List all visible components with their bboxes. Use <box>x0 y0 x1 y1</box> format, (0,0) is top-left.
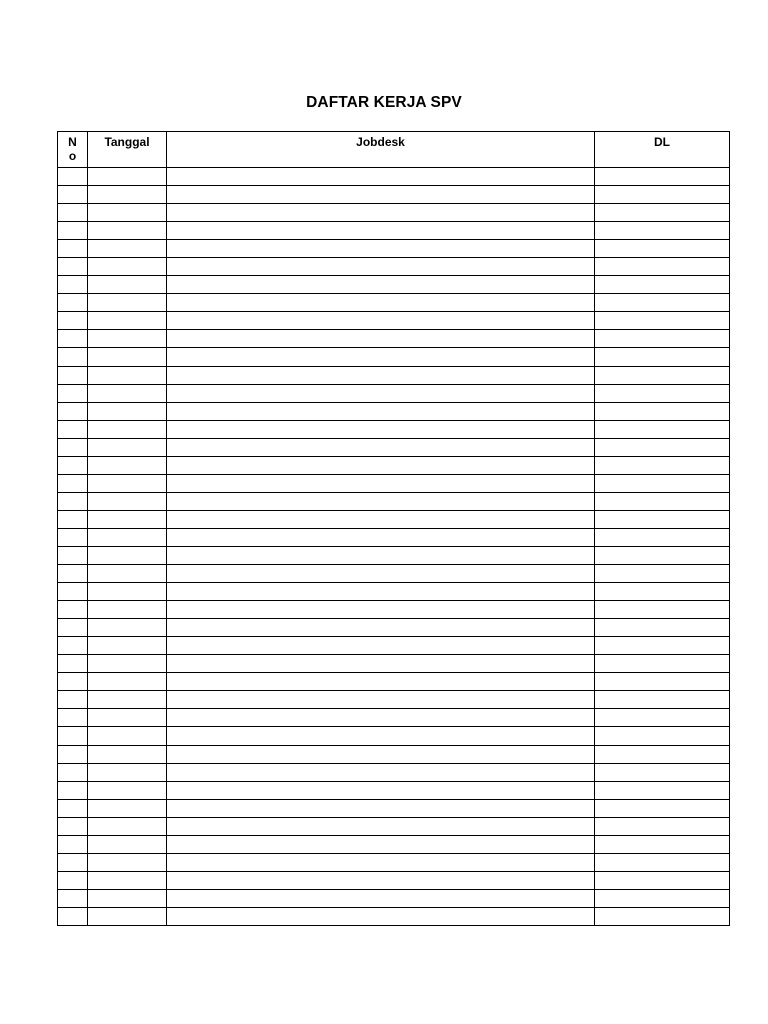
cell-tanggal[interactable] <box>88 366 167 384</box>
cell-tanggal[interactable] <box>88 673 167 691</box>
cell-jobdesk[interactable] <box>167 348 595 366</box>
table-row <box>58 168 730 186</box>
cell-dl[interactable] <box>595 510 730 528</box>
cell-tanggal[interactable] <box>88 240 167 258</box>
cell-dl[interactable] <box>595 276 730 294</box>
page-title: DAFTAR KERJA SPV <box>306 94 462 111</box>
cell-tanggal[interactable] <box>88 222 167 240</box>
table-row <box>58 763 730 781</box>
table-row <box>58 619 730 637</box>
cell-jobdesk[interactable] <box>167 907 595 925</box>
cell-jobdesk[interactable] <box>167 727 595 745</box>
cell-no[interactable] <box>58 763 88 781</box>
cell-tanggal[interactable] <box>88 889 167 907</box>
cell-dl[interactable] <box>595 709 730 727</box>
table-row <box>58 294 730 312</box>
cell-no[interactable] <box>58 619 88 637</box>
table-row <box>58 673 730 691</box>
cell-dl[interactable] <box>595 781 730 799</box>
cell-dl[interactable] <box>595 853 730 871</box>
cell-tanggal[interactable] <box>88 528 167 546</box>
cell-jobdesk[interactable] <box>167 835 595 853</box>
cell-tanggal[interactable] <box>88 402 167 420</box>
cell-no[interactable] <box>58 348 88 366</box>
cell-no[interactable] <box>58 799 88 817</box>
cell-tanggal[interactable] <box>88 871 167 889</box>
cell-tanggal[interactable] <box>88 835 167 853</box>
cell-jobdesk[interactable] <box>167 402 595 420</box>
cell-jobdesk[interactable] <box>167 853 595 871</box>
cell-dl[interactable] <box>595 601 730 619</box>
cell-no[interactable] <box>58 781 88 799</box>
cell-tanggal[interactable] <box>88 546 167 564</box>
cell-dl[interactable] <box>595 691 730 709</box>
cell-jobdesk[interactable] <box>167 510 595 528</box>
cell-jobdesk[interactable] <box>167 546 595 564</box>
table-row <box>58 510 730 528</box>
cell-no[interactable] <box>58 168 88 186</box>
cell-no[interactable] <box>58 330 88 348</box>
cell-dl[interactable] <box>595 438 730 456</box>
cell-tanggal[interactable] <box>88 781 167 799</box>
cell-tanggal[interactable] <box>88 348 167 366</box>
cell-jobdesk[interactable] <box>167 619 595 637</box>
cell-tanggal[interactable] <box>88 907 167 925</box>
cell-tanggal[interactable] <box>88 637 167 655</box>
cell-dl[interactable] <box>595 763 730 781</box>
table-row <box>58 438 730 456</box>
cell-dl[interactable] <box>595 673 730 691</box>
cell-tanggal[interactable] <box>88 763 167 781</box>
cell-tanggal[interactable] <box>88 276 167 294</box>
cell-no[interactable] <box>58 817 88 835</box>
table-row <box>58 240 730 258</box>
table-row <box>58 637 730 655</box>
cell-no[interactable] <box>58 565 88 583</box>
cell-jobdesk[interactable] <box>167 528 595 546</box>
table-row <box>58 420 730 438</box>
cell-jobdesk[interactable] <box>167 673 595 691</box>
table-row <box>58 402 730 420</box>
cell-tanggal[interactable] <box>88 727 167 745</box>
cell-tanggal[interactable] <box>88 474 167 492</box>
cell-dl[interactable] <box>595 492 730 510</box>
cell-dl[interactable] <box>595 474 730 492</box>
cell-jobdesk[interactable] <box>167 601 595 619</box>
cell-jobdesk[interactable] <box>167 637 595 655</box>
table-row <box>58 276 730 294</box>
cell-tanggal[interactable] <box>88 258 167 276</box>
table-body <box>58 168 730 926</box>
table-row <box>58 835 730 853</box>
table-row <box>58 204 730 222</box>
work-list-table <box>57 131 730 926</box>
cell-jobdesk[interactable] <box>167 312 595 330</box>
cell-dl[interactable] <box>595 402 730 420</box>
table-row <box>58 781 730 799</box>
cell-no[interactable] <box>58 853 88 871</box>
cell-dl[interactable] <box>595 817 730 835</box>
cell-dl[interactable] <box>595 528 730 546</box>
cell-jobdesk[interactable] <box>167 456 595 474</box>
cell-dl[interactable] <box>595 330 730 348</box>
cell-dl[interactable] <box>595 312 730 330</box>
cell-tanggal[interactable] <box>88 745 167 763</box>
column-header-dl: DL <box>595 132 730 168</box>
cell-no[interactable] <box>58 186 88 204</box>
cell-no[interactable] <box>58 745 88 763</box>
cell-no[interactable] <box>58 204 88 222</box>
table-row <box>58 745 730 763</box>
cell-tanggal[interactable] <box>88 853 167 871</box>
table-row <box>58 366 730 384</box>
table-row <box>58 456 730 474</box>
cell-dl[interactable] <box>595 240 730 258</box>
table-row <box>58 709 730 727</box>
cell-dl[interactable] <box>595 384 730 402</box>
cell-jobdesk[interactable] <box>167 384 595 402</box>
cell-tanggal[interactable] <box>88 799 167 817</box>
cell-dl[interactable] <box>595 258 730 276</box>
cell-jobdesk[interactable] <box>167 474 595 492</box>
cell-dl[interactable] <box>595 619 730 637</box>
cell-no[interactable] <box>58 384 88 402</box>
cell-no[interactable] <box>58 240 88 258</box>
cell-no[interactable] <box>58 258 88 276</box>
cell-no[interactable] <box>58 312 88 330</box>
table-header-row <box>58 132 730 168</box>
table-row <box>58 348 730 366</box>
table-row <box>58 330 730 348</box>
cell-jobdesk[interactable] <box>167 276 595 294</box>
cell-no[interactable] <box>58 294 88 312</box>
cell-no[interactable] <box>58 402 88 420</box>
cell-tanggal[interactable] <box>88 456 167 474</box>
cell-tanggal[interactable] <box>88 709 167 727</box>
table-row <box>58 601 730 619</box>
cell-no[interactable] <box>58 601 88 619</box>
cell-no[interactable] <box>58 528 88 546</box>
cell-jobdesk[interactable] <box>167 799 595 817</box>
cell-jobdesk[interactable] <box>167 709 595 727</box>
cell-dl[interactable] <box>595 583 730 601</box>
cell-jobdesk[interactable] <box>167 565 595 583</box>
cell-dl[interactable] <box>595 546 730 564</box>
cell-jobdesk[interactable] <box>167 186 595 204</box>
cell-no[interactable] <box>58 583 88 601</box>
cell-no[interactable] <box>58 438 88 456</box>
table-row <box>58 528 730 546</box>
cell-dl[interactable] <box>595 366 730 384</box>
cell-dl[interactable] <box>595 889 730 907</box>
cell-dl[interactable] <box>595 799 730 817</box>
cell-jobdesk[interactable] <box>167 781 595 799</box>
cell-dl[interactable] <box>595 420 730 438</box>
cell-jobdesk[interactable] <box>167 438 595 456</box>
cell-dl[interactable] <box>595 294 730 312</box>
cell-no[interactable] <box>58 655 88 673</box>
cell-jobdesk[interactable] <box>167 817 595 835</box>
table-row <box>58 871 730 889</box>
cell-no[interactable] <box>58 546 88 564</box>
cell-no[interactable] <box>58 835 88 853</box>
cell-no[interactable] <box>58 456 88 474</box>
cell-jobdesk[interactable] <box>167 889 595 907</box>
cell-dl[interactable] <box>595 565 730 583</box>
cell-jobdesk[interactable] <box>167 492 595 510</box>
cell-no[interactable] <box>58 366 88 384</box>
cell-dl[interactable] <box>595 348 730 366</box>
cell-tanggal[interactable] <box>88 204 167 222</box>
cell-dl[interactable] <box>595 222 730 240</box>
cell-jobdesk[interactable] <box>167 240 595 258</box>
table-row <box>58 799 730 817</box>
cell-jobdesk[interactable] <box>167 222 595 240</box>
table-row <box>58 853 730 871</box>
cell-tanggal[interactable] <box>88 655 167 673</box>
cell-jobdesk[interactable] <box>167 366 595 384</box>
cell-dl[interactable] <box>595 168 730 186</box>
cell-dl[interactable] <box>595 727 730 745</box>
cell-jobdesk[interactable] <box>167 745 595 763</box>
cell-no[interactable] <box>58 637 88 655</box>
cell-jobdesk[interactable] <box>167 583 595 601</box>
cell-tanggal[interactable] <box>88 438 167 456</box>
cell-dl[interactable] <box>595 204 730 222</box>
cell-tanggal[interactable] <box>88 817 167 835</box>
table-row <box>58 817 730 835</box>
cell-jobdesk[interactable] <box>167 168 595 186</box>
table-row <box>58 492 730 510</box>
cell-tanggal[interactable] <box>88 186 167 204</box>
cell-dl[interactable] <box>595 745 730 763</box>
cell-dl[interactable] <box>595 186 730 204</box>
cell-dl[interactable] <box>595 835 730 853</box>
table-row <box>58 222 730 240</box>
cell-jobdesk[interactable] <box>167 763 595 781</box>
cell-no[interactable] <box>58 727 88 745</box>
cell-tanggal[interactable] <box>88 565 167 583</box>
cell-jobdesk[interactable] <box>167 871 595 889</box>
cell-tanggal[interactable] <box>88 420 167 438</box>
cell-jobdesk[interactable] <box>167 691 595 709</box>
table-row <box>58 258 730 276</box>
cell-dl[interactable] <box>595 637 730 655</box>
cell-dl[interactable] <box>595 871 730 889</box>
cell-jobdesk[interactable] <box>167 294 595 312</box>
table-row <box>58 907 730 925</box>
cell-jobdesk[interactable] <box>167 204 595 222</box>
cell-jobdesk[interactable] <box>167 655 595 673</box>
cell-no[interactable] <box>58 510 88 528</box>
table-row <box>58 312 730 330</box>
table-row <box>58 655 730 673</box>
cell-no[interactable] <box>58 420 88 438</box>
cell-jobdesk[interactable] <box>167 420 595 438</box>
column-header-no: No <box>58 132 88 168</box>
cell-tanggal[interactable] <box>88 330 167 348</box>
table-row <box>58 384 730 402</box>
table-row <box>58 583 730 601</box>
cell-tanggal[interactable] <box>88 601 167 619</box>
cell-dl[interactable] <box>595 907 730 925</box>
cell-dl[interactable] <box>595 655 730 673</box>
cell-no[interactable] <box>58 907 88 925</box>
table-row <box>58 474 730 492</box>
table-row <box>58 186 730 204</box>
cell-no[interactable] <box>58 492 88 510</box>
column-header-jobdesk: Jobdesk <box>167 132 595 168</box>
cell-tanggal[interactable] <box>88 691 167 709</box>
table-row <box>58 727 730 745</box>
column-header-tanggal: Tanggal <box>88 132 167 168</box>
cell-tanggal[interactable] <box>88 492 167 510</box>
cell-no[interactable] <box>58 474 88 492</box>
cell-tanggal[interactable] <box>88 619 167 637</box>
cell-tanggal[interactable] <box>88 168 167 186</box>
cell-no[interactable] <box>58 222 88 240</box>
cell-no[interactable] <box>58 673 88 691</box>
cell-tanggal[interactable] <box>88 583 167 601</box>
cell-no[interactable] <box>58 709 88 727</box>
table-row <box>58 691 730 709</box>
cell-jobdesk[interactable] <box>167 330 595 348</box>
cell-no[interactable] <box>58 871 88 889</box>
cell-tanggal[interactable] <box>88 510 167 528</box>
cell-dl[interactable] <box>595 456 730 474</box>
cell-jobdesk[interactable] <box>167 258 595 276</box>
table-row <box>58 889 730 907</box>
table-row <box>58 546 730 564</box>
cell-tanggal[interactable] <box>88 312 167 330</box>
cell-no[interactable] <box>58 276 88 294</box>
cell-tanggal[interactable] <box>88 384 167 402</box>
cell-no[interactable] <box>58 889 88 907</box>
table-row <box>58 565 730 583</box>
cell-tanggal[interactable] <box>88 294 167 312</box>
cell-no[interactable] <box>58 691 88 709</box>
